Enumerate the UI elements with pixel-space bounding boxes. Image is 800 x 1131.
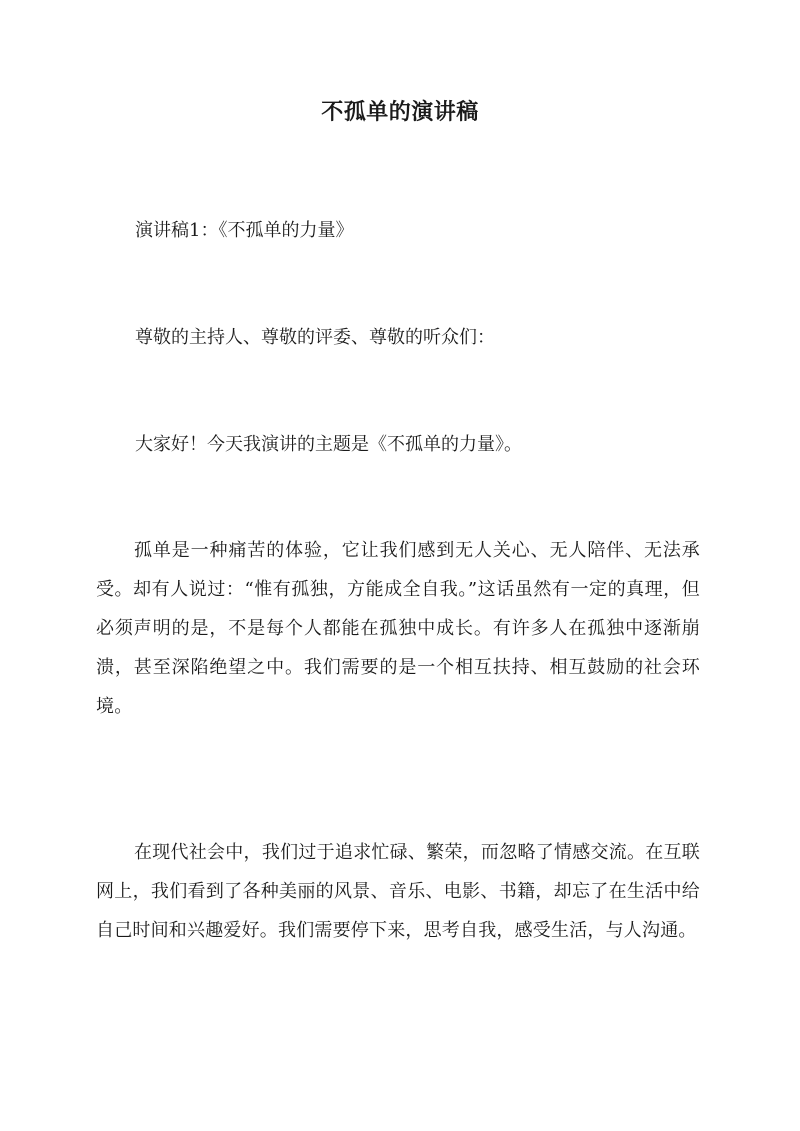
greeting: 大家好！今天我演讲的主题是《不孤单的力量》。	[135, 434, 522, 455]
document-title: 不孤单的演讲稿	[321, 99, 479, 125]
speech-heading: 演讲稿1：《不孤单的力量》	[135, 220, 354, 241]
paragraph-2: 在现代社会中，我们过于追求忙碌、繁荣，而忽略了情感交流。在互联网上，我们看到了各种美丽的风景、音乐、电影、书籍，却忘了在生活中给自己时间和兴趣爱好。我们需要停下来，思考自我，感受生活，与人沟通。	[96, 842, 700, 941]
salutation: 尊敬的主持人、尊敬的评委、尊敬的听众们：	[135, 327, 495, 348]
paragraph-1: 孤单是一种痛苦的体验，它让我们感到无人关心、无人陪伴、无法承受。却有人说过：“惟有孤独，方能成全自我。”这话虽然有一定的真理，但必须声明的是，不是每个人都能在孤独中成长。有许多人在孤独中逐渐崩溃，甚至深陷绝望之中。我们需要的是一个相互扶持、相互鼓励的社会环境。	[96, 540, 700, 717]
